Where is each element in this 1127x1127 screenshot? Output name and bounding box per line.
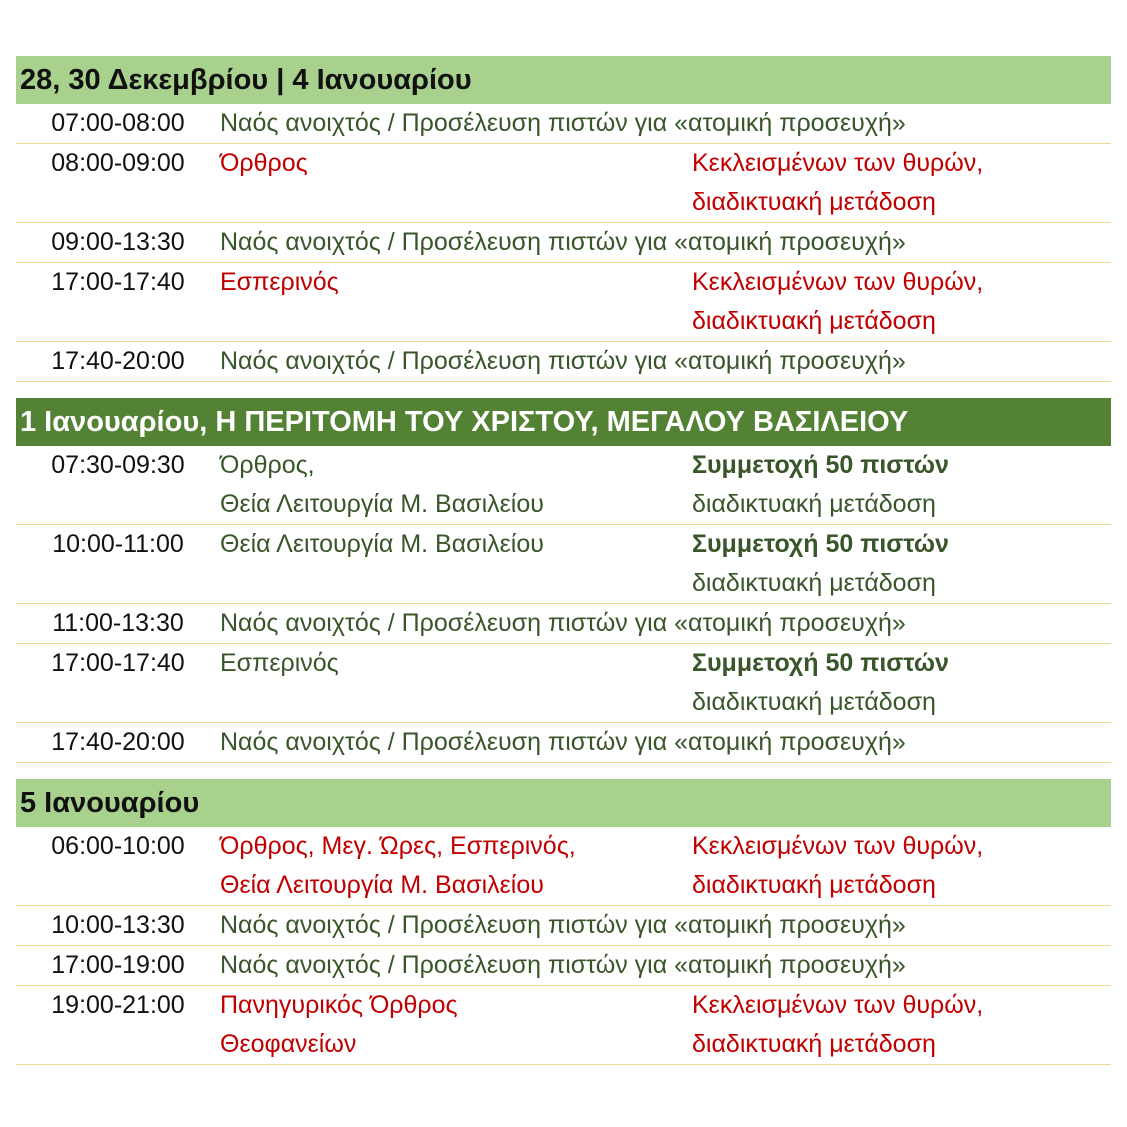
time-slot: 06:00-10:00 bbox=[51, 832, 185, 860]
time-slot: 07:00-08:00 bbox=[51, 109, 185, 137]
time-slot: 17:00-17:40 bbox=[51, 649, 185, 677]
service-name: Όρθρος bbox=[220, 149, 308, 177]
open-church-text: Ναός ανοιχτός / Προσέλευση πιστών για «ατομική προσευχή» bbox=[220, 228, 906, 256]
table-row bbox=[16, 104, 1111, 144]
table-row bbox=[16, 342, 1111, 382]
service-note: Κεκλεισμένων των θυρών, διαδικτυακή μετάδοση bbox=[692, 832, 984, 899]
service-name: Εσπερινός bbox=[220, 268, 339, 296]
table-row bbox=[16, 906, 1111, 946]
time-slot: 17:00-19:00 bbox=[51, 951, 185, 979]
table-row bbox=[16, 946, 1111, 986]
schedule bbox=[16, 56, 1111, 1081]
section-jan-1 bbox=[16, 398, 1111, 763]
time-slot: 09:00-13:30 bbox=[51, 228, 185, 256]
table-row bbox=[16, 223, 1111, 263]
open-church-text: Ναός ανοιχτός / Προσέλευση πιστών για «ατομική προσευχή» bbox=[220, 347, 906, 375]
time-slot: 08:00-09:00 bbox=[51, 149, 185, 177]
table-row bbox=[16, 986, 1111, 1065]
table-row bbox=[16, 723, 1111, 763]
table-row bbox=[16, 644, 1111, 723]
service-note: Κεκλεισμένων των θυρών, διαδικτυακή μετάδοση bbox=[692, 991, 984, 1058]
section-jan-5 bbox=[16, 779, 1111, 1065]
table-row bbox=[16, 525, 1111, 604]
service-note: Συμμετοχή 50 πιστών διαδικτυακή μετάδοση bbox=[692, 451, 949, 518]
service-note: Κεκλεισμένων των θυρών, διαδικτυακή μετάδοση bbox=[692, 268, 984, 335]
open-church-text: Ναός ανοιχτός / Προσέλευση πιστών για «ατομική προσευχή» bbox=[220, 109, 906, 137]
service-name: Πανηγυρικός Όρθρος Θεοφανείων bbox=[220, 991, 458, 1058]
table-row bbox=[16, 144, 1111, 223]
open-church-text: Ναός ανοιχτός / Προσέλευση πιστών για «ατομική προσευχή» bbox=[220, 728, 906, 756]
section-dec-jan bbox=[16, 56, 1111, 382]
table-row bbox=[16, 827, 1111, 906]
service-name: Όρθρος, Μεγ. Ώρες, Εσπερινός, Θεία Λειτουργία Μ. Βασιλείου bbox=[220, 832, 576, 899]
time-slot: 17:00-17:40 bbox=[51, 268, 185, 296]
open-church-text: Ναός ανοιχτός / Προσέλευση πιστών για «ατομική προσευχή» bbox=[220, 609, 906, 637]
time-slot: 17:40-20:00 bbox=[51, 728, 185, 756]
service-note: Συμμετοχή 50 πιστών διαδικτυακή μετάδοση bbox=[692, 530, 949, 597]
service-note: Κεκλεισμένων των θυρών, διαδικτυακή μετάδοση bbox=[692, 149, 984, 216]
table-row bbox=[16, 604, 1111, 644]
service-note: Συμμετοχή 50 πιστών διαδικτυακή μετάδοση bbox=[692, 649, 949, 716]
service-name: Όρθρος, Θεία Λειτουργία Μ. Βασιλείου bbox=[220, 451, 544, 518]
time-slot: 10:00-13:30 bbox=[51, 911, 185, 939]
time-slot: 07:30-09:30 bbox=[51, 451, 185, 479]
section-title: 1 Ιανουαρίου, Η ΠΕΡΙΤΟΜΗ ΤΟΥ ΧΡΙΣΤΟΥ, ΜΕΓΑΛΟΥ ΒΑΣΙΛΕΙΟΥ bbox=[16, 398, 1111, 446]
service-name: Θεία Λειτουργία Μ. Βασιλείου bbox=[220, 530, 544, 558]
section-title: 5 Ιανουαρίου bbox=[16, 779, 1111, 827]
table-row bbox=[16, 446, 1111, 525]
service-name: Εσπερινός bbox=[220, 649, 339, 677]
open-church-text: Ναός ανοιχτός / Προσέλευση πιστών για «ατομική προσευχή» bbox=[220, 951, 906, 979]
time-slot: 10:00-11:00 bbox=[52, 530, 184, 558]
time-slot: 17:40-20:00 bbox=[51, 347, 185, 375]
time-slot: 11:00-13:30 bbox=[52, 609, 184, 637]
section-title: 28, 30 Δεκεμβρίου | 4 Ιανουαρίου bbox=[16, 56, 1111, 104]
open-church-text: Ναός ανοιχτός / Προσέλευση πιστών για «ατομική προσευχή» bbox=[220, 911, 906, 939]
time-slot: 19:00-21:00 bbox=[51, 991, 185, 1019]
table-row bbox=[16, 263, 1111, 342]
